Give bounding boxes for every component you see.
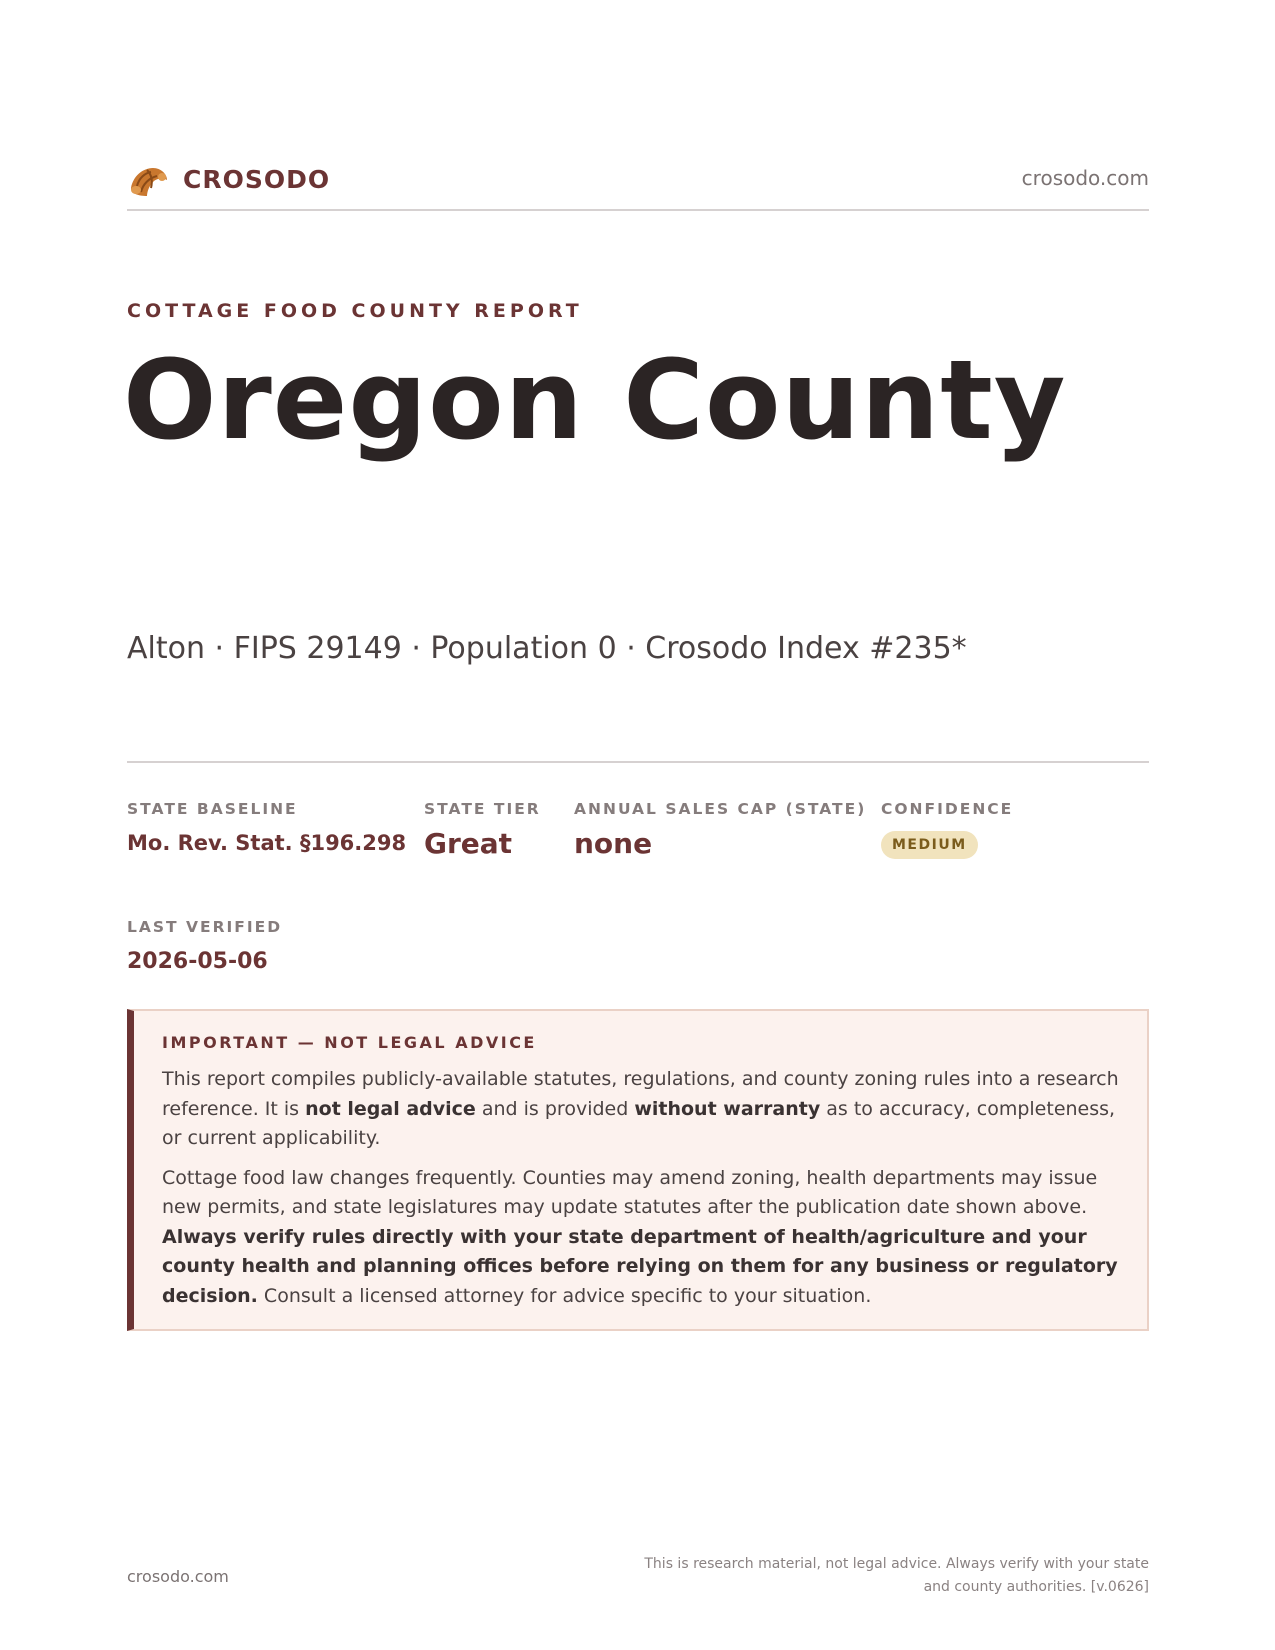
notice-text: Consult a licensed attorney for advice specific to your situation. — [257, 1284, 872, 1307]
footer-disclaimer — [589, 1553, 1149, 1599]
notice-text: This report compiles publicly-available statutes, regulations, and county zoning rules into a research reference. It is — [162, 1068, 1119, 1120]
croissant-icon — [127, 158, 169, 200]
notice-emphasis: Always verify rules directly with your state department of health/agriculture and your county health and planning offices before relying on them for any business or regulatory decision. — [162, 1225, 1118, 1307]
page-subtitle: Alton · FIPS 29149 · Population 0 · Crosodo Index #235* — [127, 631, 967, 666]
notice-text: as to accuracy, completeness, or current applicability. — [162, 1097, 1116, 1149]
footer-site[interactable]: crosodo.com — [127, 1567, 229, 1586]
last-verified-field — [127, 918, 282, 974]
notice-text: Cottage food law changes frequently. Counties may amend zoning, health departments may issue new permits, and state legislatures may update statutes after the publication date shown above. — [162, 1166, 1098, 1218]
notice-emphasis: not legal advice — [305, 1097, 476, 1120]
page-title: Oregon County — [123, 336, 1067, 464]
site-link[interactable]: crosodo.com — [1021, 166, 1149, 190]
confidence-badge: MEDIUM — [881, 831, 978, 859]
report-eyebrow: COTTAGE FOOD COUNTY REPORT — [127, 300, 583, 322]
section-divider — [127, 761, 1149, 763]
state-baseline-field — [127, 800, 406, 855]
sales-cap-field — [574, 800, 866, 860]
footer-disclaimer-line-2: and county authorities. [v.0626] — [923, 1579, 1149, 1595]
legal-notice — [127, 1009, 1149, 1331]
notice-paragraph-1 — [162, 1065, 1123, 1154]
last-verified-value: 2026-05-06 — [127, 949, 268, 974]
notice-emphasis: without warranty — [634, 1097, 821, 1120]
footer-disclaimer-line-1: This is research material, not legal advice. Always verify with your state — [644, 1556, 1149, 1572]
page-header — [127, 158, 1149, 204]
confidence-label: CONFIDENCE — [881, 800, 1014, 818]
notice-text: and is provided — [475, 1097, 635, 1120]
header-divider — [127, 209, 1149, 211]
state-tier-field — [424, 800, 541, 860]
last-verified-label: LAST VERIFIED — [127, 918, 283, 936]
brand-name: CROSODO — [183, 164, 331, 194]
sales-cap-value: none — [574, 827, 653, 860]
notice-title: IMPORTANT — NOT LEGAL ADVICE — [162, 1033, 537, 1052]
brand — [127, 158, 330, 200]
state-baseline-label: STATE BASELINE — [127, 800, 298, 818]
notice-paragraph-2 — [162, 1164, 1123, 1312]
state-tier-value: Great — [424, 827, 513, 860]
confidence-field — [881, 800, 1013, 859]
state-baseline-value: Mo. Rev. Stat. §196.298 — [127, 831, 407, 855]
state-tier-label: STATE TIER — [424, 800, 541, 818]
sales-cap-label: ANNUAL SALES CAP (STATE) — [574, 800, 867, 818]
